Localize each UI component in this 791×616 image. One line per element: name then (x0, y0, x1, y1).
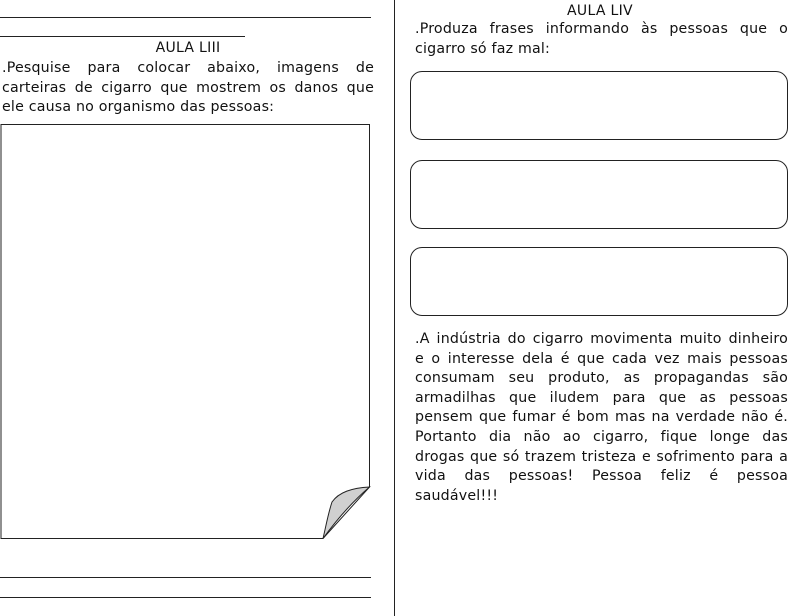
answer-box-2[interactable] (410, 160, 788, 229)
lesson-title-left: AULA LIII (155, 40, 221, 56)
column-divider (394, 0, 395, 616)
writing-line (0, 577, 371, 578)
instruction-left: .Pesquise para colocar abaixo, imagens de carteiras de cigarro que mostrem os danos que ele causa no organismo das pessoas: (2, 60, 374, 116)
writing-line (0, 36, 245, 37)
writing-line (0, 17, 371, 18)
answer-box-3[interactable] (410, 247, 788, 316)
image-paste-frame (0, 124, 372, 542)
answer-box-1[interactable] (410, 71, 788, 140)
lesson-title-right: AULA LIV (567, 3, 633, 19)
closing-paragraph: .A indústria do cigarro movimenta muito dinheiro e o interesse dela é que cada vez mais pessoas consumam seu produto, as propagandas são armadilhas que iludem para que as pessoas pensem que fumar é bom mas na verdade não é. Portanto dia não ao cigarro, fique longe das drogas que só trazem tristeza e sofrimento para a vida das pessoas! Pessoa feliz é pessoa saudável!!! (415, 331, 788, 504)
instruction-right: .Produza frases informando às pessoas que o cigarro só faz mal: (415, 21, 788, 57)
writing-line (0, 597, 371, 598)
